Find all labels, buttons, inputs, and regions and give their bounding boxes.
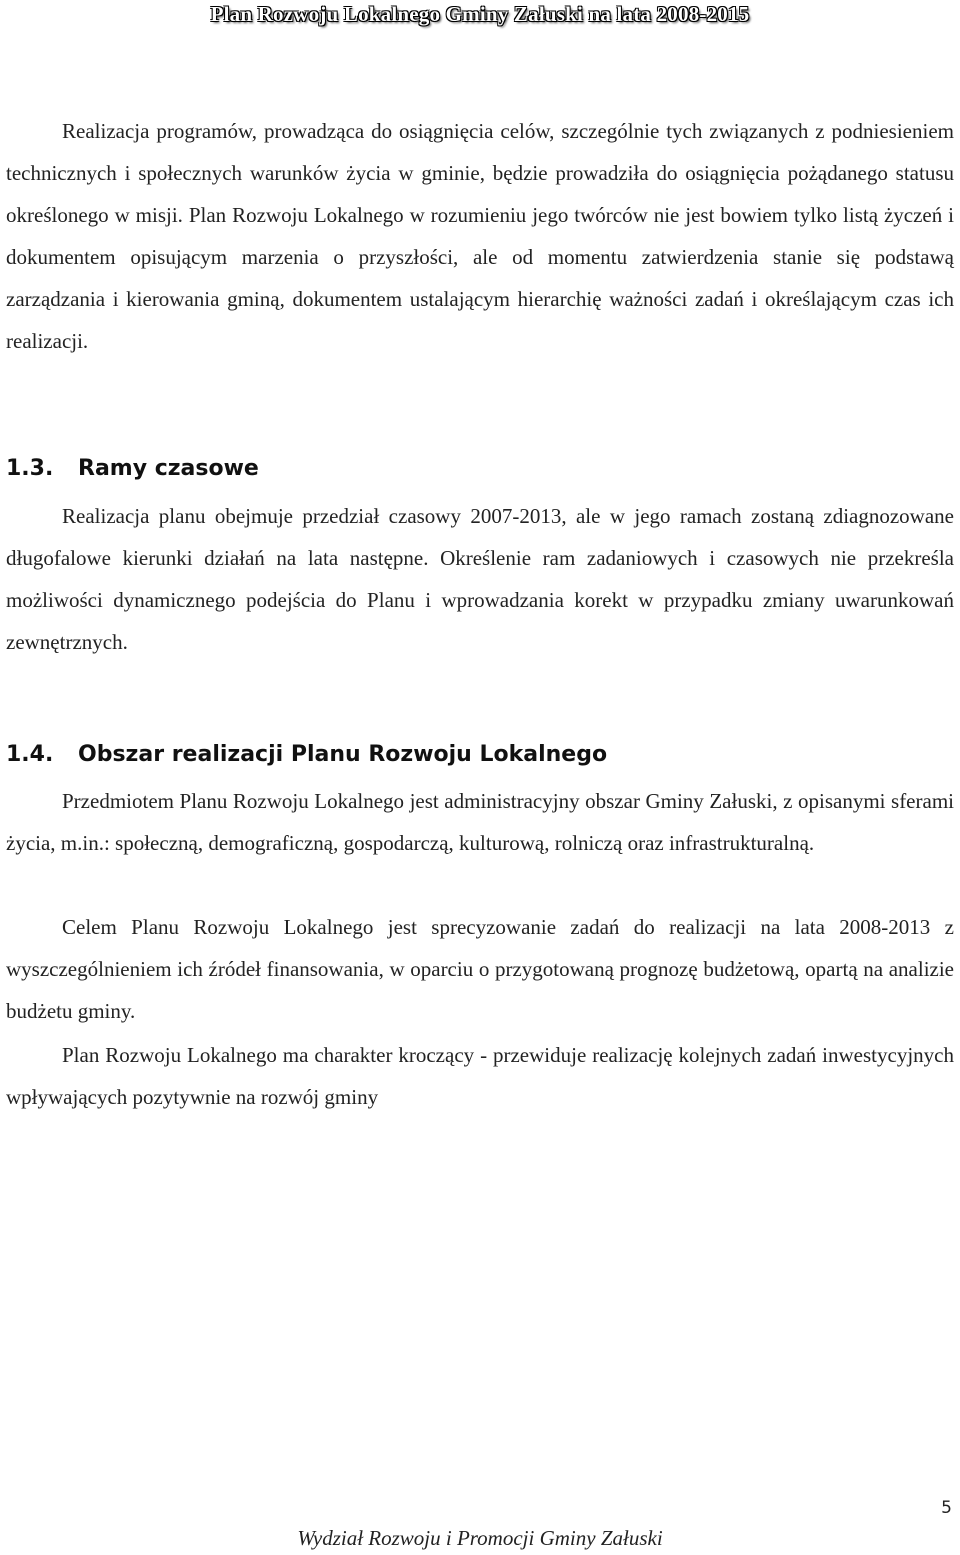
page-number: 5: [941, 1498, 952, 1518]
section-heading-time-frame: [6, 456, 259, 481]
section-title: Ramy czasowe: [78, 456, 259, 481]
paragraph-text: Przedmiotem Planu Rozwoju Lokalnego jest administracyjny obszar Gminy Załuski, z opisanymi sferami życia, m.in.: społeczną, demograficzną, gospodarczą, kulturową, rolniczą oraz infrastrukturalną.: [6, 789, 954, 855]
intro-paragraph: [6, 110, 954, 362]
footer-text: Wydział Rozwoju i Promocji Gminy Załuski: [297, 1526, 663, 1550]
area-paragraph-3: [6, 1034, 954, 1118]
section-number: 1.4.: [6, 742, 54, 767]
intro-paragraph-text: Realizacja programów, prowadząca do osiągnięcia celów, szczególnie tych związanych z podniesieniem technicznych i społecznych warunków życia w gminie, będzie prowadziła do osiągnięcia pożądanego statusu określonego w misji. Plan Rozwoju Lokalnego w rozumieniu jego twórców nie jest bowiem tylko listą życzeń i dokumentem opisującym marzenia o przyszłości, ale od momentu zatwierdzenia stanie się podstawą zarządzania i kierowania gminą, dokumentem ustalającym hierarchię ważności zadań i określającym czas ich realizacji.: [6, 119, 954, 353]
paragraph-text: Celem Planu Rozwoju Lokalnego jest sprecyzowanie zadań do realizacji na lata 2008-2013 z wyszczególnieniem ich źródeł finansowania, w oparciu o przygotowaną prognozę budżetową, opartą na analizie budżetu gminy.: [6, 915, 954, 1023]
section-heading-area: [6, 742, 607, 767]
area-paragraph-2: [6, 906, 954, 1032]
paragraph-text: Plan Rozwoju Lokalnego ma charakter kroczący - przewiduje realizację kolejnych zadań inwestycyjnych wpływających pozytywnie na rozwój gminy: [6, 1043, 954, 1109]
area-paragraph-1: [6, 780, 954, 864]
paragraph-text: Realizacja planu obejmuje przedział czasowy 2007-2013, ale w jego ramach zostaną zdiagnozowane długofalowe kierunki działań na lata następne. Określenie ram zadaniowych i czasowych nie przekreśla możliwości dynamicznego podejścia do Planu i wprowadzania korekt w przypadku zmiany uwarunkowań zewnętrznych.: [6, 504, 954, 654]
section-title: Obszar realizacji Planu Rozwoju Lokalnego: [78, 742, 608, 767]
section-number: 1.3.: [6, 456, 54, 481]
header-title: Plan Rozwoju Lokalnego Gminy Załuski na lata 2008-2015: [210, 2, 750, 26]
time-frame-paragraph: [6, 495, 954, 663]
